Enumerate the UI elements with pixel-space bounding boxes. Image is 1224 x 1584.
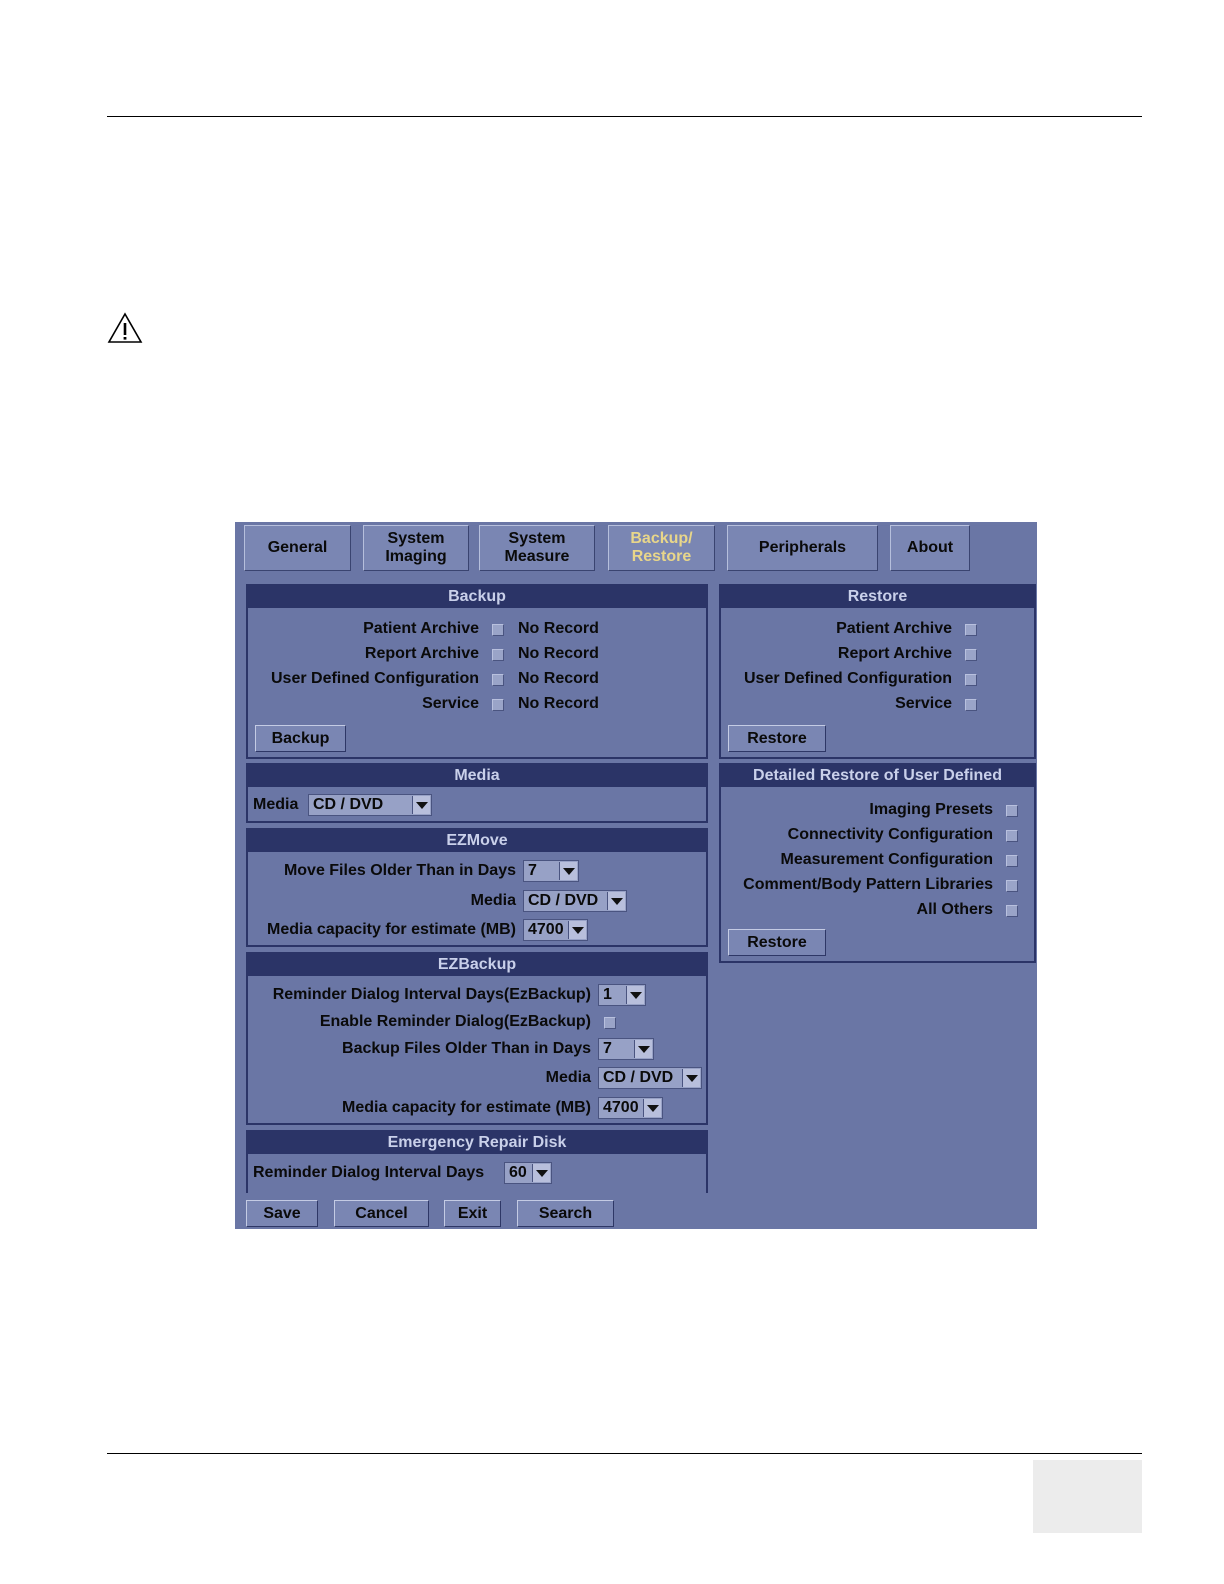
ezmove-older-value: 7	[528, 862, 537, 879]
detailed-all-others-label: All Others	[916, 901, 993, 918]
detailed-imaging-presets-checkbox[interactable]	[1006, 805, 1018, 817]
ezmove-older-label: Move Files Older Than in Days	[283, 862, 516, 879]
backup-report-archive-checkbox[interactable]	[492, 649, 504, 661]
ezmove-panel	[246, 828, 708, 947]
ezmove-media-dropdown[interactable]	[523, 890, 627, 912]
ezmove-capacity-label: Media capacity for estimate (MB)	[267, 921, 516, 938]
chevron-down-icon	[412, 796, 430, 814]
backup-panel-title: Backup	[248, 586, 706, 608]
page-number-box	[1033, 1460, 1142, 1533]
media-dropdown-value: CD / DVD	[313, 796, 384, 813]
emergency-repair-disk-panel	[246, 1130, 708, 1193]
erd-interval-value: 60	[509, 1164, 527, 1181]
media-panel	[246, 763, 708, 823]
detailed-all-others-checkbox[interactable]	[1006, 905, 1018, 917]
restore-user-config-label: User Defined Configuration	[743, 670, 952, 687]
chevron-down-icon	[682, 1069, 700, 1087]
ezbackup-older-dropdown[interactable]	[598, 1038, 654, 1060]
ezmove-capacity-value: 4700	[528, 921, 564, 938]
backup-report-archive-status: No Record	[518, 645, 599, 662]
warning-icon	[107, 312, 143, 344]
tab-system-measure[interactable]: System Measure	[479, 525, 595, 571]
chevron-down-icon	[643, 1099, 661, 1117]
ezmove-media-label: Media	[470, 892, 516, 909]
backup-patient-archive-checkbox[interactable]	[492, 624, 504, 636]
detailed-measurement-checkbox[interactable]	[1006, 855, 1018, 867]
ezmove-panel-title: EZMove	[248, 830, 706, 852]
backup-user-config-checkbox[interactable]	[492, 674, 504, 686]
ezbackup-media-dropdown[interactable]	[598, 1067, 702, 1089]
ezbackup-capacity-label: Media capacity for estimate (MB)	[342, 1099, 591, 1116]
ezbackup-media-value: CD / DVD	[603, 1069, 674, 1086]
backup-panel	[246, 584, 708, 759]
chevron-down-icon	[568, 921, 586, 939]
footer-rule	[107, 1453, 1142, 1454]
chevron-down-icon	[559, 862, 577, 880]
backup-user-config-status: No Record	[518, 670, 599, 687]
detailed-connectivity-checkbox[interactable]	[1006, 830, 1018, 842]
restore-patient-archive-label: Patient Archive	[836, 620, 952, 637]
detailed-comment-body-checkbox[interactable]	[1006, 880, 1018, 892]
header-rule	[107, 116, 1142, 117]
restore-panel-title: Restore	[721, 586, 1034, 608]
search-button[interactable]: Search	[517, 1200, 614, 1227]
ezbackup-older-label: Backup Files Older Than in Days	[342, 1040, 591, 1057]
chevron-down-icon	[626, 986, 644, 1004]
cancel-button[interactable]: Cancel	[334, 1200, 429, 1227]
ezbackup-capacity-value: 4700	[603, 1099, 639, 1116]
backup-service-label: Service	[422, 695, 479, 712]
ezbackup-panel	[246, 952, 708, 1125]
ezmove-media-value: CD / DVD	[528, 892, 599, 909]
ezbackup-interval-value: 1	[603, 986, 612, 1003]
restore-report-archive-checkbox[interactable]	[965, 649, 977, 661]
ezbackup-interval-label: Reminder Dialog Interval Days(EzBackup)	[272, 986, 591, 1003]
detailed-comment-body-label: Comment/Body Pattern Libraries	[743, 876, 993, 893]
utility-backup-restore-screen	[235, 522, 1037, 1229]
detailed-restore-panel	[719, 763, 1036, 963]
detailed-connectivity-label: Connectivity Configuration	[787, 826, 993, 843]
restore-user-config-checkbox[interactable]	[965, 674, 977, 686]
detailed-restore-button[interactable]: Restore	[728, 929, 826, 956]
ezmove-capacity-dropdown[interactable]	[523, 919, 588, 941]
ezbackup-media-label: Media	[545, 1069, 591, 1086]
save-button[interactable]: Save	[246, 1200, 318, 1227]
restore-report-archive-label: Report Archive	[837, 645, 952, 662]
ezbackup-enable-label: Enable Reminder Dialog(EzBackup)	[319, 1013, 591, 1030]
ezbackup-enable-checkbox[interactable]	[604, 1017, 616, 1029]
detailed-imaging-presets-label: Imaging Presets	[869, 801, 993, 818]
restore-service-label: Service	[895, 695, 952, 712]
media-panel-title: Media	[248, 765, 706, 787]
tab-about[interactable]: About	[890, 525, 970, 571]
restore-panel	[719, 584, 1036, 759]
backup-button[interactable]: Backup	[255, 725, 346, 752]
restore-button[interactable]: Restore	[728, 725, 826, 752]
detailed-measurement-label: Measurement Configuration	[780, 851, 993, 868]
backup-patient-archive-status: No Record	[518, 620, 599, 637]
tab-system-imaging[interactable]: System Imaging	[363, 525, 469, 571]
backup-user-config-label: User Defined Configuration	[270, 670, 479, 687]
exit-button[interactable]: Exit	[444, 1200, 501, 1227]
ezbackup-older-value: 7	[603, 1040, 612, 1057]
ezbackup-interval-dropdown[interactable]	[598, 984, 646, 1006]
erd-interval-dropdown[interactable]	[504, 1162, 552, 1184]
tab-backup-restore[interactable]: Backup/ Restore	[608, 525, 715, 571]
restore-service-checkbox[interactable]	[965, 699, 977, 711]
emergency-repair-disk-panel-title: Emergency Repair Disk	[248, 1132, 706, 1154]
ezbackup-panel-title: EZBackup	[248, 954, 706, 976]
backup-service-checkbox[interactable]	[492, 699, 504, 711]
tab-general[interactable]: General	[244, 525, 351, 571]
ezmove-older-dropdown[interactable]	[523, 860, 579, 882]
chevron-down-icon	[634, 1040, 652, 1058]
backup-service-status: No Record	[518, 695, 599, 712]
restore-patient-archive-checkbox[interactable]	[965, 624, 977, 636]
tab-peripherals[interactable]: Peripherals	[727, 525, 878, 571]
chevron-down-icon	[532, 1164, 550, 1182]
backup-report-archive-label: Report Archive	[364, 645, 479, 662]
backup-patient-archive-label: Patient Archive	[363, 620, 479, 637]
media-dropdown[interactable]	[308, 794, 432, 816]
media-label: Media	[253, 796, 299, 813]
ezbackup-capacity-dropdown[interactable]	[598, 1097, 663, 1119]
erd-interval-label: Reminder Dialog Interval Days	[253, 1164, 485, 1181]
chevron-down-icon	[607, 892, 625, 910]
detailed-restore-panel-title: Detailed Restore of User Defined	[721, 765, 1034, 787]
